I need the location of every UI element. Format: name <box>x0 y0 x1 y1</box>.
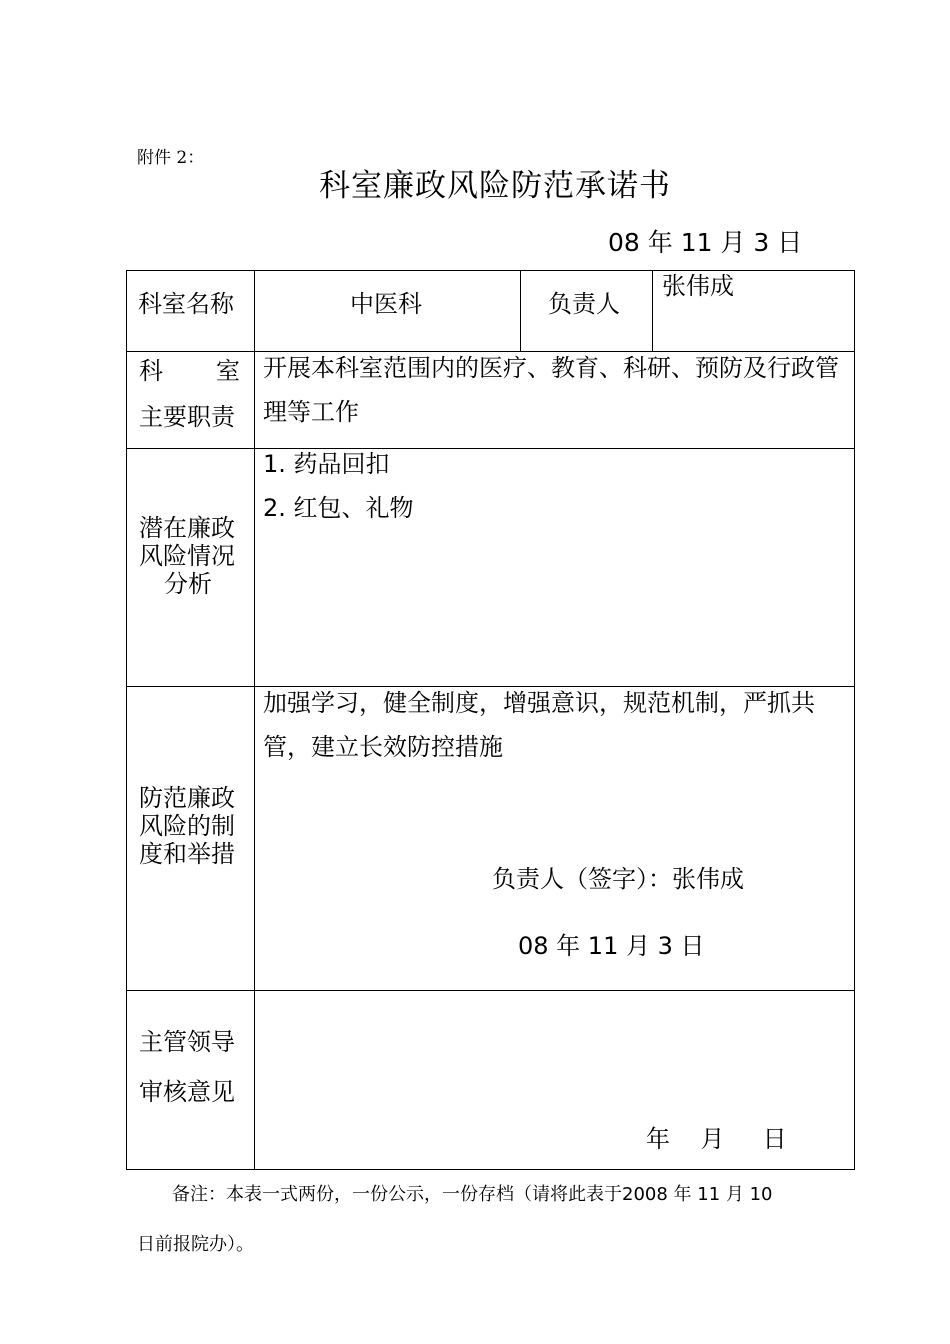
duties-label-char-1: 科 <box>139 357 163 385</box>
document-date: 08 年 11 月 3 日 <box>608 228 803 257</box>
measures-label-line3: 度和举措 <box>139 840 235 868</box>
review-label-line2: 审核意见 <box>139 1078 235 1106</box>
table-row-divider <box>126 990 855 991</box>
risk-label-line2: 风险情况 <box>139 542 235 570</box>
measures-signature: 负责人（签字）：张伟成 <box>492 865 744 893</box>
measures-value: 加强学习，健全制度，增强意识，规范机制，严抓共管，建立长效防控措施 <box>263 689 815 761</box>
page-title: 科室廉政风险防范承诺书 <box>319 168 671 204</box>
table-border-left <box>126 270 127 1170</box>
table-col-divider <box>520 270 521 352</box>
duties-value: 开展本科室范围内的医疗、教育、科研、预防及行政管理等工作 <box>263 354 839 426</box>
table-border-right <box>854 270 855 1170</box>
dept-name-value: 中医科 <box>350 290 422 318</box>
table-col-divider <box>652 270 653 352</box>
risk-item: 2. 红包、礼物 <box>263 494 414 522</box>
review-label-line1: 主管领导 <box>139 1028 235 1056</box>
duties-label-line2: 主要职责 <box>139 403 235 431</box>
head-value: 张伟成 <box>662 272 734 300</box>
head-label: 负责人 <box>548 290 620 318</box>
measures-label-line1: 防范廉政 <box>139 784 235 812</box>
dept-name-label: 科室名称 <box>138 290 234 318</box>
table-border-bottom <box>126 1169 855 1170</box>
risk-label-line1: 潜在廉政 <box>139 514 235 542</box>
table-col-divider <box>254 270 255 1170</box>
table-row-divider <box>126 448 855 449</box>
footer-note-continued: 日前报院办）。 <box>137 1234 254 1255</box>
table-border-top <box>126 270 855 271</box>
risk-label-line3: 分析 <box>164 570 212 598</box>
footer-note: 备注：本表一式两份，一份公示，一份存档（请将此表于2008 年 11 月 10 <box>172 1184 773 1205</box>
duties-label-char-2: 室 <box>216 357 240 385</box>
measures-label-line2: 风险的制 <box>139 812 235 840</box>
review-date: 年 月 日 <box>646 1125 787 1153</box>
measures-date: 08 年 11 月 3 日 <box>518 932 705 960</box>
attachment-label: 附件 2： <box>137 148 205 168</box>
risk-item: 1. 药品回扣 <box>263 450 390 478</box>
